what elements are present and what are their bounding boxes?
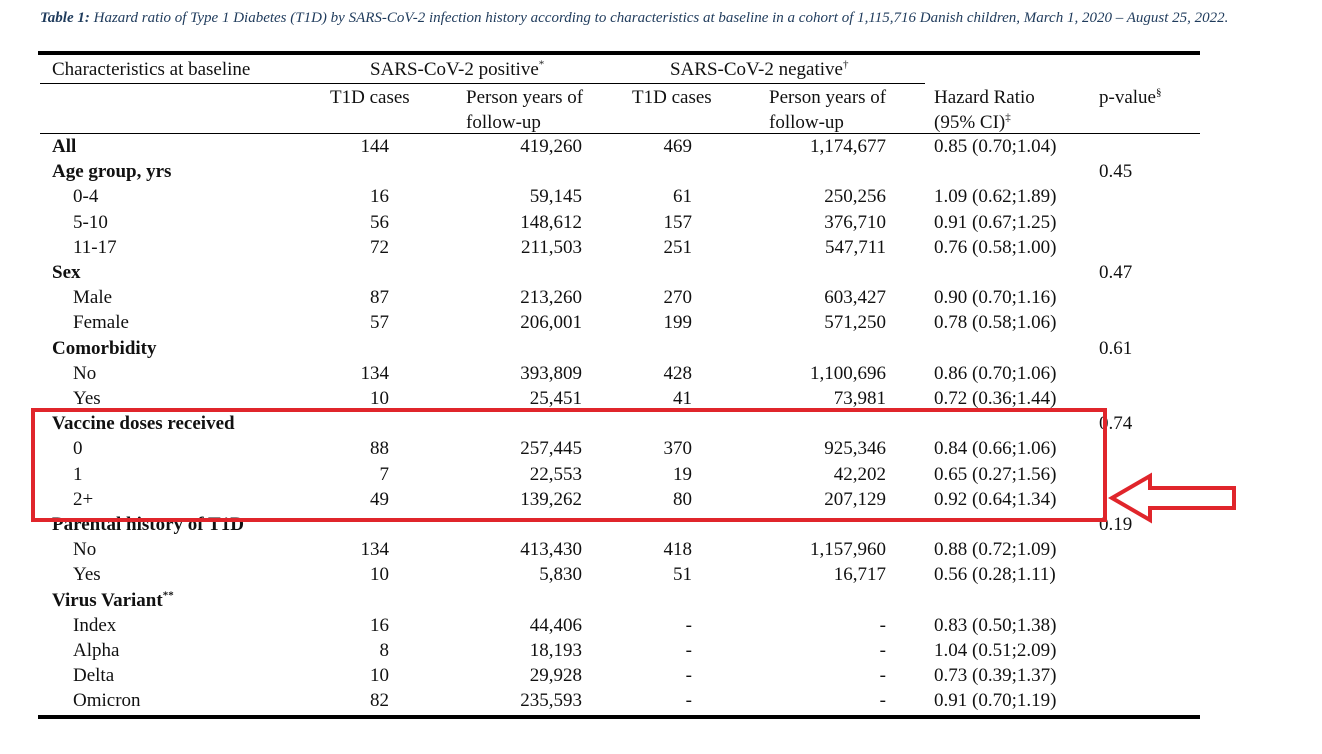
row-label: All	[52, 136, 77, 157]
cell-neg-cases: 251	[663, 236, 692, 258]
cell-neg-cases: -	[685, 690, 692, 712]
cell-pos-cases: 57	[370, 312, 389, 334]
cell-pos-py: 393,809	[520, 362, 582, 384]
cell-pos-py: 211,503	[520, 236, 582, 258]
cell-pos-py: 44,406	[529, 614, 582, 636]
cell-hazard-ratio: 0.84 (0.66;1.06)	[934, 438, 1057, 460]
cell-hazard-ratio: 0.90 (0.70;1.16)	[934, 287, 1057, 309]
cell-pos-py: 5,830	[539, 564, 582, 586]
row-label: Parental history of T1D	[52, 514, 244, 535]
cell-pos-cases: 16	[370, 186, 389, 208]
cell-neg-cases: 157	[663, 211, 692, 233]
header-pos-py: Person years of follow-up	[466, 87, 584, 133]
cell-hazard-ratio: 1.04 (0.51;2.09)	[934, 640, 1057, 661]
cell-pos-cases: 134	[360, 362, 389, 384]
cell-neg-cases: 41	[673, 388, 692, 409]
cell-pvalue: 0.19	[1099, 514, 1133, 535]
cell-neg-cases: -	[685, 665, 692, 687]
header-group-rule	[40, 83, 925, 84]
cell-hazard-ratio: 0.83 (0.50;1.38)	[934, 614, 1057, 636]
cell-pos-py: 22,553	[529, 463, 582, 485]
cell-neg-py: -	[879, 665, 886, 687]
cell-hazard-ratio: 0.91 (0.67;1.25)	[934, 211, 1057, 233]
header-neg-cases: T1D cases	[632, 87, 712, 108]
row-label: 5-10	[73, 211, 108, 233]
header-characteristics: Characteristics at baseline	[52, 59, 251, 80]
cell-pos-py: 206,001	[520, 312, 582, 334]
row-label: Female	[73, 312, 129, 334]
cell-pos-cases: 7	[379, 463, 389, 485]
cell-neg-cases: -	[685, 614, 692, 636]
cell-pos-cases: 10	[370, 564, 389, 586]
caption-label: Table 1:	[40, 10, 90, 26]
header-hazard-ratio: Hazard Ratio (95% CI)‡	[934, 87, 1035, 133]
cell-hazard-ratio: 0.92 (0.64;1.34)	[934, 488, 1057, 510]
cell-pos-py: 419,260	[520, 136, 582, 157]
row-label: Yes	[73, 564, 101, 586]
cell-neg-py: 1,174,677	[810, 136, 886, 157]
cell-pos-cases: 10	[370, 388, 389, 409]
cell-neg-cases: 370	[663, 438, 692, 460]
cell-pos-cases: 49	[370, 488, 389, 510]
top-rule	[38, 51, 1200, 55]
cell-neg-py: 42,202	[833, 463, 886, 485]
cell-pos-py: 18,193	[529, 640, 582, 661]
row-label: Sex	[52, 262, 81, 283]
cell-pos-cases: 144	[360, 136, 389, 157]
cell-pos-cases: 10	[370, 665, 389, 687]
row-label: No	[73, 362, 97, 384]
cell-neg-cases: 61	[673, 186, 692, 208]
cell-pos-py: 25,451	[529, 388, 582, 409]
cell-neg-cases: 428	[663, 362, 692, 384]
cell-hazard-ratio: 0.86 (0.70;1.06)	[934, 362, 1057, 384]
cell-pos-py: 139,262	[520, 488, 582, 510]
cell-neg-py: -	[879, 614, 886, 636]
cell-hazard-ratio: 0.88 (0.72;1.09)	[934, 539, 1057, 561]
row-label: Age group, yrs	[52, 161, 172, 183]
row-label: No	[73, 539, 97, 561]
cell-hazard-ratio: 0.65 (0.27;1.56)	[934, 463, 1057, 485]
left-arrow-icon	[1108, 472, 1240, 524]
cell-neg-py: 1,100,696	[810, 362, 886, 384]
cell-pos-py: 148,612	[520, 211, 582, 233]
row-label: 2+	[73, 488, 94, 510]
row-label: Delta	[73, 665, 115, 687]
cell-pos-cases: 8	[379, 640, 389, 661]
cell-pvalue: 0.45	[1099, 161, 1133, 183]
highlight-box	[31, 408, 1107, 522]
cell-neg-cases: 51	[673, 564, 692, 586]
cell-pos-py: 213,260	[520, 287, 582, 309]
header-negative-group: SARS-CoV-2 negative†	[670, 58, 849, 80]
cell-pos-cases: 87	[370, 287, 389, 309]
cell-pos-py: 29,928	[529, 665, 582, 687]
table-caption	[40, 8, 1315, 28]
cell-neg-cases: 418	[663, 539, 692, 561]
row-label: Alpha	[73, 640, 120, 661]
cell-hazard-ratio: 0.91 (0.70;1.19)	[934, 690, 1057, 712]
cell-neg-cases: 199	[663, 312, 692, 334]
cell-neg-py: -	[879, 690, 886, 712]
row-label: Yes	[73, 388, 101, 409]
cell-neg-cases: 19	[673, 463, 692, 485]
cell-pos-cases: 72	[370, 236, 389, 258]
row-label: 1	[73, 463, 83, 485]
row-label: Index	[73, 614, 117, 636]
cell-pvalue: 0.47	[1099, 262, 1133, 283]
row-label: 0-4	[73, 186, 99, 208]
cell-neg-py: 250,256	[824, 186, 886, 208]
cell-hazard-ratio: 0.76 (0.58;1.00)	[934, 236, 1057, 258]
header-pvalue: p-value§	[1099, 86, 1162, 108]
bottom-rule	[38, 715, 1200, 719]
cell-neg-py: 925,346	[824, 438, 886, 460]
cell-pvalue: 0.61	[1099, 337, 1133, 359]
row-label: Omicron	[73, 690, 141, 712]
row-label: Comorbidity	[52, 337, 157, 359]
cell-pos-cases: 82	[370, 690, 389, 712]
cell-neg-cases: 80	[673, 488, 692, 510]
cell-hazard-ratio: 0.73 (0.39;1.37)	[934, 665, 1057, 687]
cell-neg-py: 73,981	[833, 388, 886, 409]
cell-hazard-ratio: 0.56 (0.28;1.11)	[934, 564, 1056, 586]
cell-neg-cases: 270	[663, 287, 692, 309]
cell-pvalue: 0.74	[1099, 413, 1133, 435]
cell-neg-py: -	[879, 640, 886, 661]
cell-pos-cases: 16	[370, 614, 389, 636]
cell-pos-cases: 134	[360, 539, 389, 561]
cell-neg-py: 603,427	[824, 287, 886, 309]
cell-pos-py: 413,430	[520, 539, 582, 561]
cell-hazard-ratio: 0.85 (0.70;1.04)	[934, 136, 1057, 157]
cell-pos-cases: 56	[370, 211, 389, 233]
cell-neg-cases: -	[685, 640, 692, 661]
header-pos-cases: T1D cases	[330, 87, 410, 108]
cell-pos-py: 257,445	[520, 438, 582, 460]
header-neg-py: Person years of follow-up	[769, 87, 887, 133]
cell-neg-cases: 469	[663, 136, 692, 157]
caption-text: Hazard ratio of Type 1 Diabetes (T1D) by SARS-CoV-2 infection history according to characteristics at baseline in a cohort of 1,115,716 Danish children, March 1, 2020 – August 25, 2022.	[89, 10, 1229, 26]
row-label: Male	[73, 287, 113, 309]
cell-hazard-ratio: 0.72 (0.36;1.44)	[934, 388, 1057, 409]
cell-hazard-ratio: 1.09 (0.62;1.89)	[934, 186, 1057, 208]
cell-neg-py: 547,711	[824, 236, 886, 258]
cell-pos-py: 59,145	[529, 186, 582, 208]
cell-pos-py: 235,593	[520, 690, 582, 712]
row-label: 11-17	[73, 236, 117, 258]
header-positive-group: SARS-CoV-2 positive*	[370, 58, 545, 80]
cell-hazard-ratio: 0.78 (0.58;1.06)	[934, 312, 1057, 334]
row-label: Vaccine doses received	[52, 413, 235, 435]
cell-neg-py: 571,250	[824, 312, 886, 334]
cell-pos-cases: 88	[370, 438, 389, 460]
cell-neg-py: 16,717	[833, 564, 886, 586]
row-label: Virus Variant**	[52, 589, 174, 611]
cell-neg-py: 376,710	[824, 211, 886, 233]
cell-neg-py: 1,157,960	[810, 539, 886, 561]
cell-neg-py: 207,129	[824, 488, 886, 510]
row-label: 0	[73, 438, 83, 460]
